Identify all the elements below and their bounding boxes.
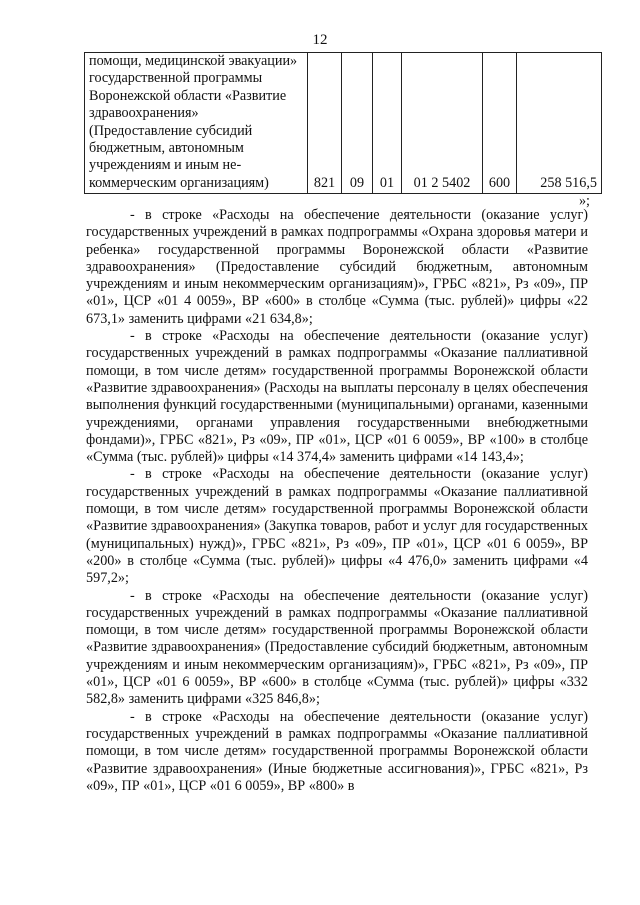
amendment-paragraph: - в строке «Расходы на обеспечение деятельности (оказание услуг) государственных учреждений в рамках подпрограммы «Оказание паллиативной помощи, в том числе детям» государственной программы Воронежской области «Развитие здравоохранения» (Иные бюджетные ассигнования)», ГРБС «821», Рз «09», ПР «01», ЦСР «01 6 0059», ВР «800» в bbox=[86, 708, 588, 794]
page-number: 12 bbox=[312, 32, 328, 48]
cell-pr: 01 bbox=[373, 53, 402, 194]
amendment-paragraph: - в строке «Расходы на обеспечение деятельности (оказание услуг) государственных учреждений в рамках подпрограммы «Охрана здоровья матери и ребенка» государственной программы Воронежской области «Развитие здравоохранения» (Предоставление субсидий бюджетным, автономным учреждениям и иным некоммерческим организациям)», ГРБС «821», Рз «09», ПР «01», ЦСР «01 4 0059», ВР «600» в столбце «Сумма (тыс. рублей)» цифры «22 673,1» заменить цифрами «21 634,8»; bbox=[86, 207, 588, 327]
cell-rz: 09 bbox=[342, 53, 373, 194]
cell-description: помощи, медицинской эвакуации» государственной программы Воронежской области «Развитие здравоохранения» (Предоставление субсидий бюджетным, автономным учреждениям и иным некоммерческим организациям) bbox=[85, 53, 308, 194]
cell-amount: 258 516,5 bbox=[517, 53, 602, 194]
table-row bbox=[85, 53, 602, 194]
document-body bbox=[86, 207, 588, 795]
table-closing-mark: »; bbox=[578, 193, 590, 209]
amendment-paragraph: - в строке «Расходы на обеспечение деятельности (оказание услуг) государственных учреждений в рамках подпрограммы «Оказание паллиативной помощи, в том числе детям» государственной программы Воронежской области «Развитие здравоохранения» (Закупка товаров, работ и услуг для государственных (муниципальных) нужд)», ГРБС «821», Рз «09», ПР «01», ЦСР «01 6 0059», ВР «200» в столбце «Сумма (тыс. рублей)» цифры «4 476,0» заменить цифрами «4 597,2»; bbox=[86, 466, 588, 587]
amendment-paragraph: - в строке «Расходы на обеспечение деятельности (оказание услуг) государственных учреждений в рамках подпрограммы «Оказание паллиативной помощи, в том числе детям» государственной программы Воронежской области «Развитие здравоохранения» (Расходы на выплаты персоналу в целях обеспечения выполнения функций государственными (муниципальными) органами, казенными учреждениями, органами управления государственными внебюджетными фондами)», ГРБС «821», Рз «09», ПР «01», ЦСР «01 6 0059», ВР «100» в столбце «Сумма (тыс. рублей)» цифры «14 374,4» заменить цифрами «14 143,4»; bbox=[86, 328, 588, 466]
budget-table bbox=[84, 52, 602, 194]
cell-grbs: 821 bbox=[308, 53, 342, 194]
cell-vr: 600 bbox=[483, 53, 517, 194]
amendment-paragraph: - в строке «Расходы на обеспечение деятельности (оказание услуг) государственных учреждений в рамках подпрограммы «Оказание паллиативной помощи, в том числе детям» государственной программы Воронежской области «Развитие здравоохранения» (Предоставление субсидий бюджетным, автономным учреждениям и иным некоммерческим организациям)», ГРБС «821», Рз «09», ПР «01», ЦСР «01 6 0059», ВР «600» в столбце «Сумма (тыс. рублей)» цифры «332 582,8» заменить цифрами «325 846,8»; bbox=[86, 587, 588, 708]
cell-csr: 01 2 5402 bbox=[402, 53, 483, 194]
